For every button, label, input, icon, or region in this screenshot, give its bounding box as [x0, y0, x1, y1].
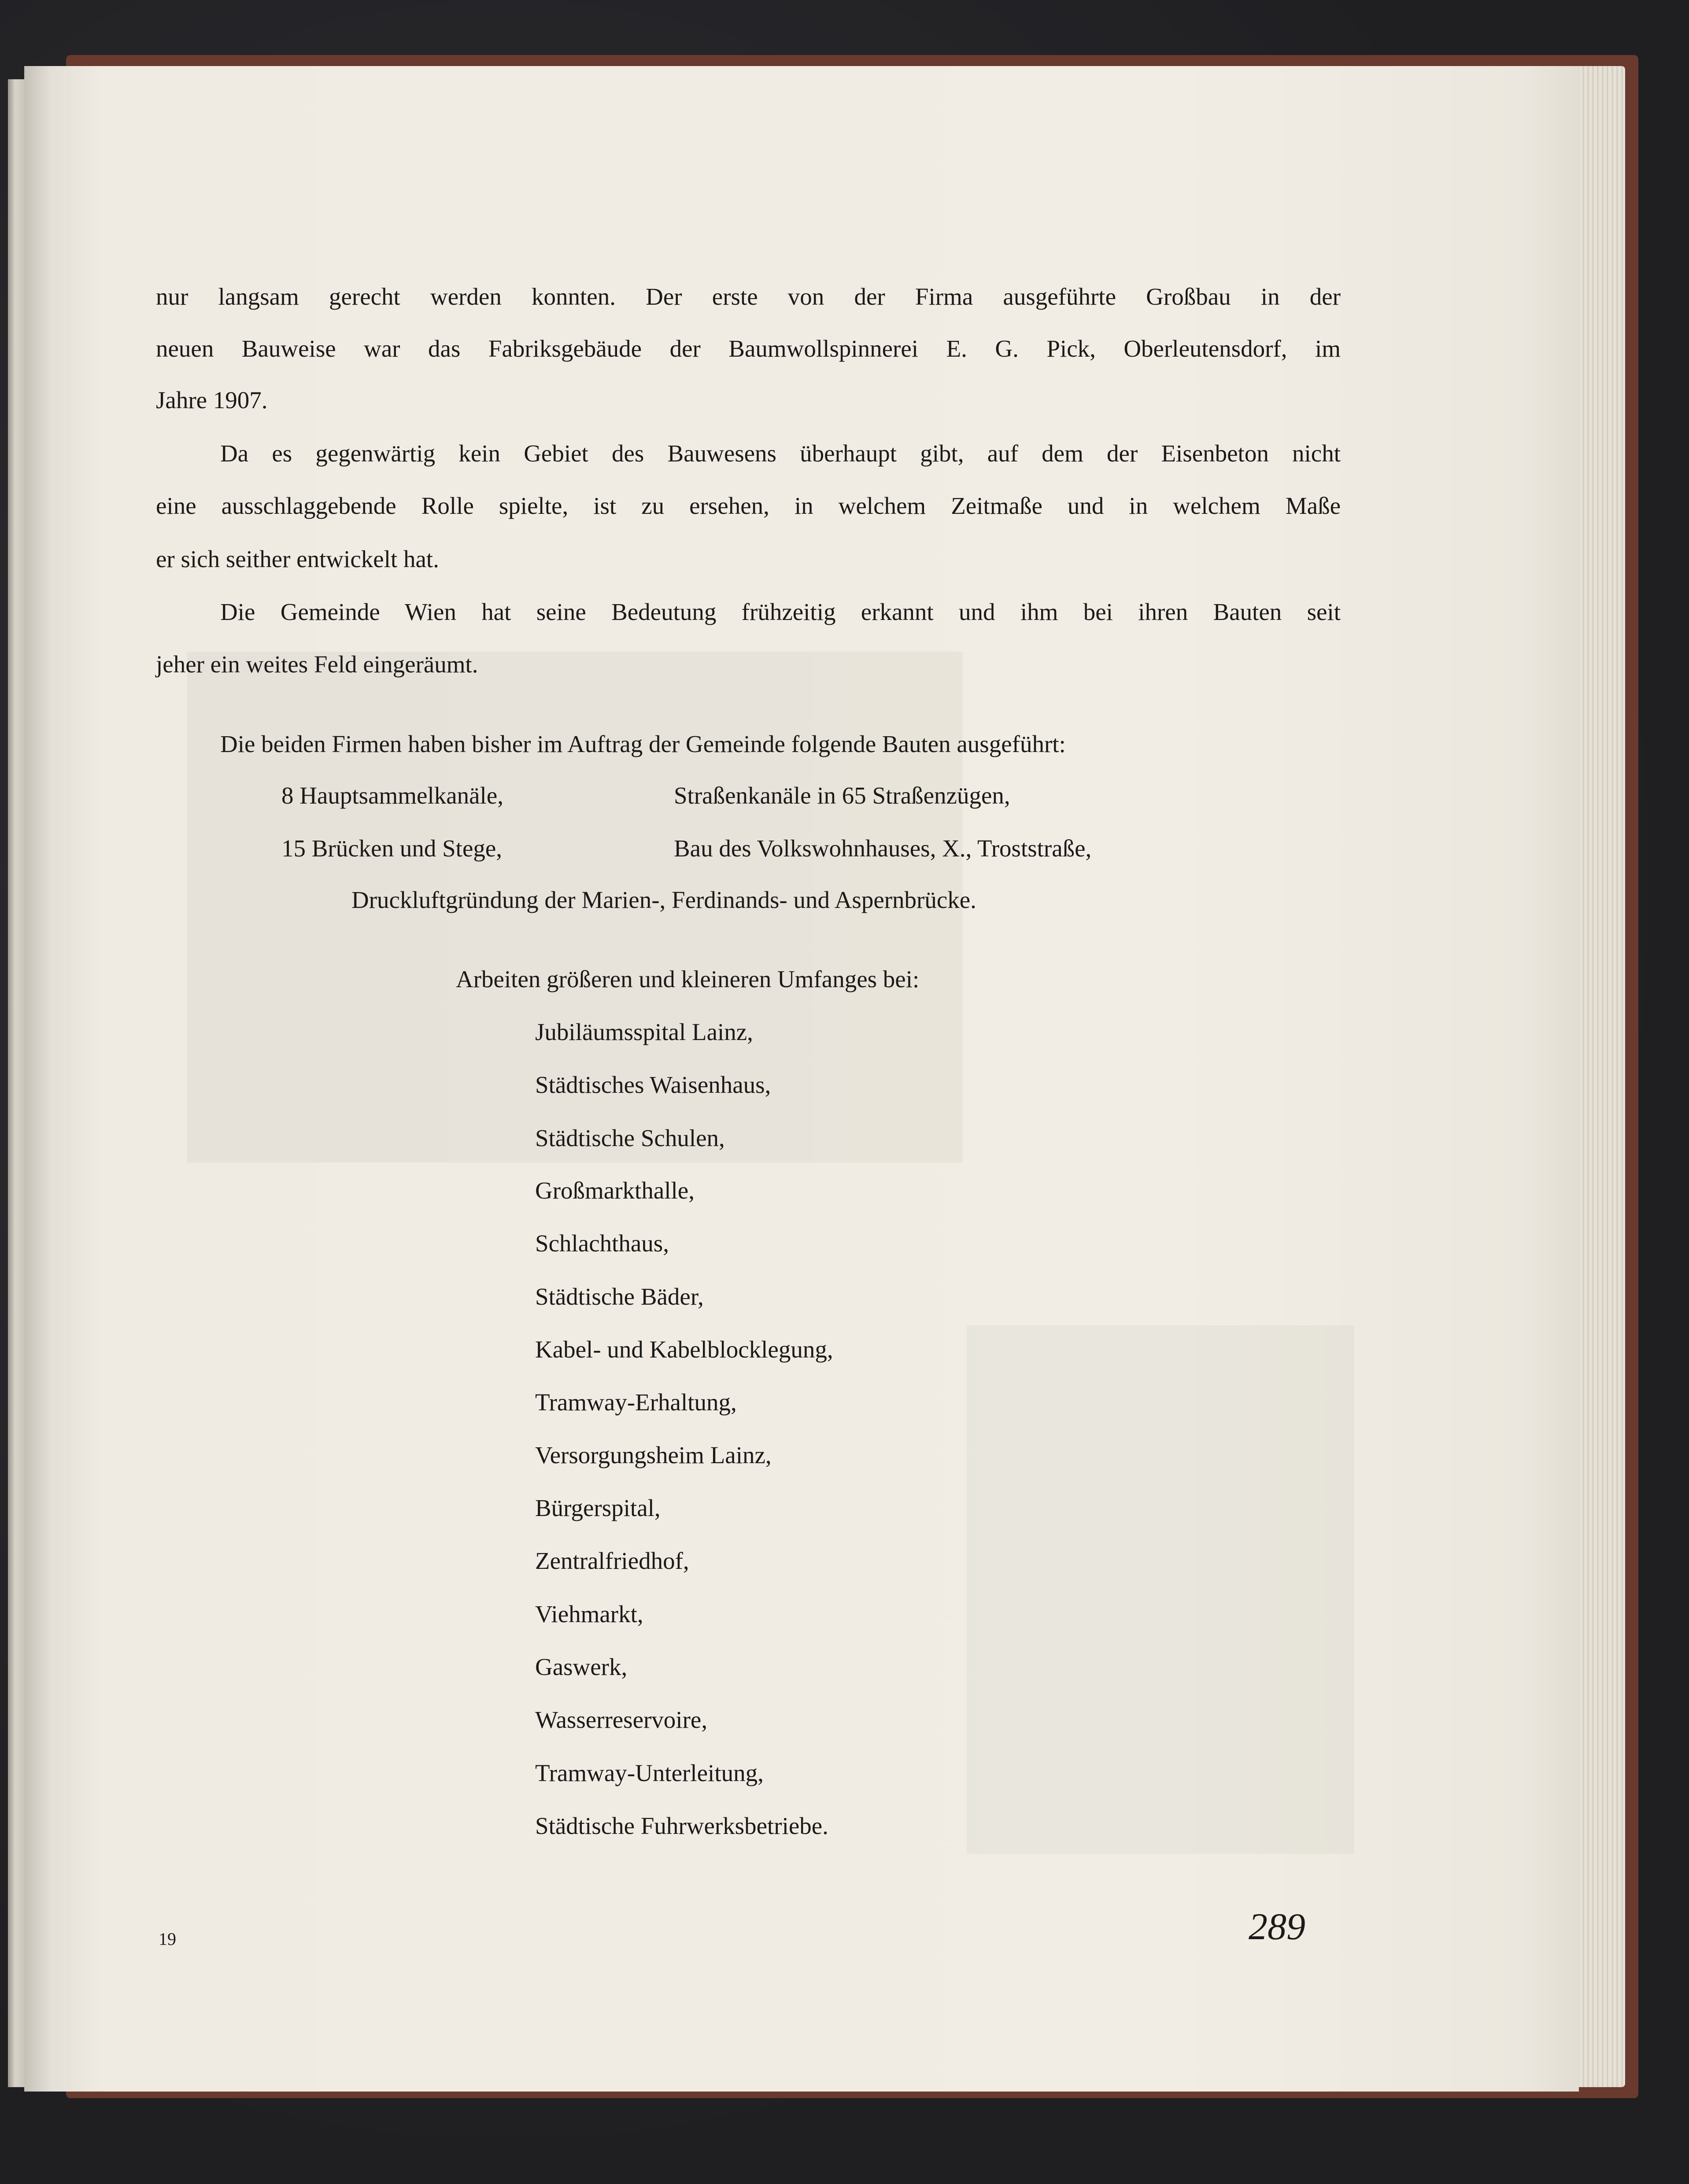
- body-line: Da es gegenwärtig kein Gebiet des Bauwesens überhaupt gibt, auf dem der Eisenbeton nicht: [220, 440, 1341, 467]
- work-item: 15 Brücken und Stege,: [281, 835, 503, 862]
- list-item: Tramway-Erhaltung,: [535, 1389, 737, 1416]
- list-item: Schlachthaus,: [535, 1230, 669, 1257]
- list-item: Großmarkthalle,: [535, 1177, 695, 1204]
- list-item: Bürgerspital,: [535, 1494, 661, 1521]
- list-item: Viehmarkt,: [535, 1601, 643, 1627]
- list-item: Tramway-Unterleitung,: [535, 1760, 764, 1786]
- body-line: eine ausschlaggebende Rolle spielte, ist zu ersehen, in welchem Zeitmaße und in welchem Maße: [156, 492, 1341, 519]
- list-item: Zentralfriedhof,: [535, 1547, 689, 1574]
- body-line: neuen Bauweise war das Fabriksgebäude der Baumwollspinnerei E. G. Pick, Oberleutensdorf, im: [156, 335, 1341, 362]
- page-number: 289: [1249, 1905, 1305, 1948]
- list-item: Kabel- und Kabelblocklegung,: [535, 1336, 833, 1363]
- work-item: 8 Hauptsammelkanäle,: [281, 782, 503, 809]
- signature-mark: 19: [159, 1929, 176, 1949]
- list-item: Jubiläumsspital Lainz,: [535, 1018, 753, 1045]
- show-through-image-right: [967, 1325, 1354, 1854]
- left-page-edge: [8, 79, 26, 2087]
- work-item: Bau des Volkswohnhauses, X., Troststraße,: [674, 835, 1092, 862]
- list-item: Städtische Schulen,: [535, 1125, 725, 1151]
- body-line: Jahre 1907.: [156, 387, 268, 413]
- list-item: Gaswerk,: [535, 1653, 628, 1680]
- list-item: Wasserreservoire,: [535, 1706, 708, 1733]
- body-line: Die beiden Firmen haben bisher im Auftrag der Gemeinde folgende Bauten ausgeführt:: [220, 730, 1066, 757]
- work-item: Straßenkanäle in 65 Straßenzügen,: [674, 782, 1010, 809]
- projects-intro: Arbeiten größeren und kleineren Umfanges bei:: [456, 966, 920, 992]
- work-item: Druckluftgründung der Marien-, Ferdinands- und Aspernbrücke.: [351, 886, 976, 913]
- body-line: Die Gemeinde Wien hat seine Bedeutung frühzeitig erkannt und ihm bei ihren Bauten seit: [220, 598, 1341, 625]
- body-line: er sich seither entwickelt hat.: [156, 546, 439, 572]
- list-item: Städtische Bäder,: [535, 1283, 704, 1310]
- body-line: jeher ein weites Feld eingeräumt.: [156, 651, 478, 678]
- list-item: Städtische Fuhrwerksbetriebe.: [535, 1812, 828, 1839]
- body-line: nur langsam gerecht werden konnten. Der erste von der Firma ausgeführte Großbau in der: [156, 283, 1341, 310]
- list-item: Städtisches Waisenhaus,: [535, 1071, 771, 1098]
- list-item: Versorgungsheim Lainz,: [535, 1442, 772, 1468]
- book-page: [24, 66, 1579, 2092]
